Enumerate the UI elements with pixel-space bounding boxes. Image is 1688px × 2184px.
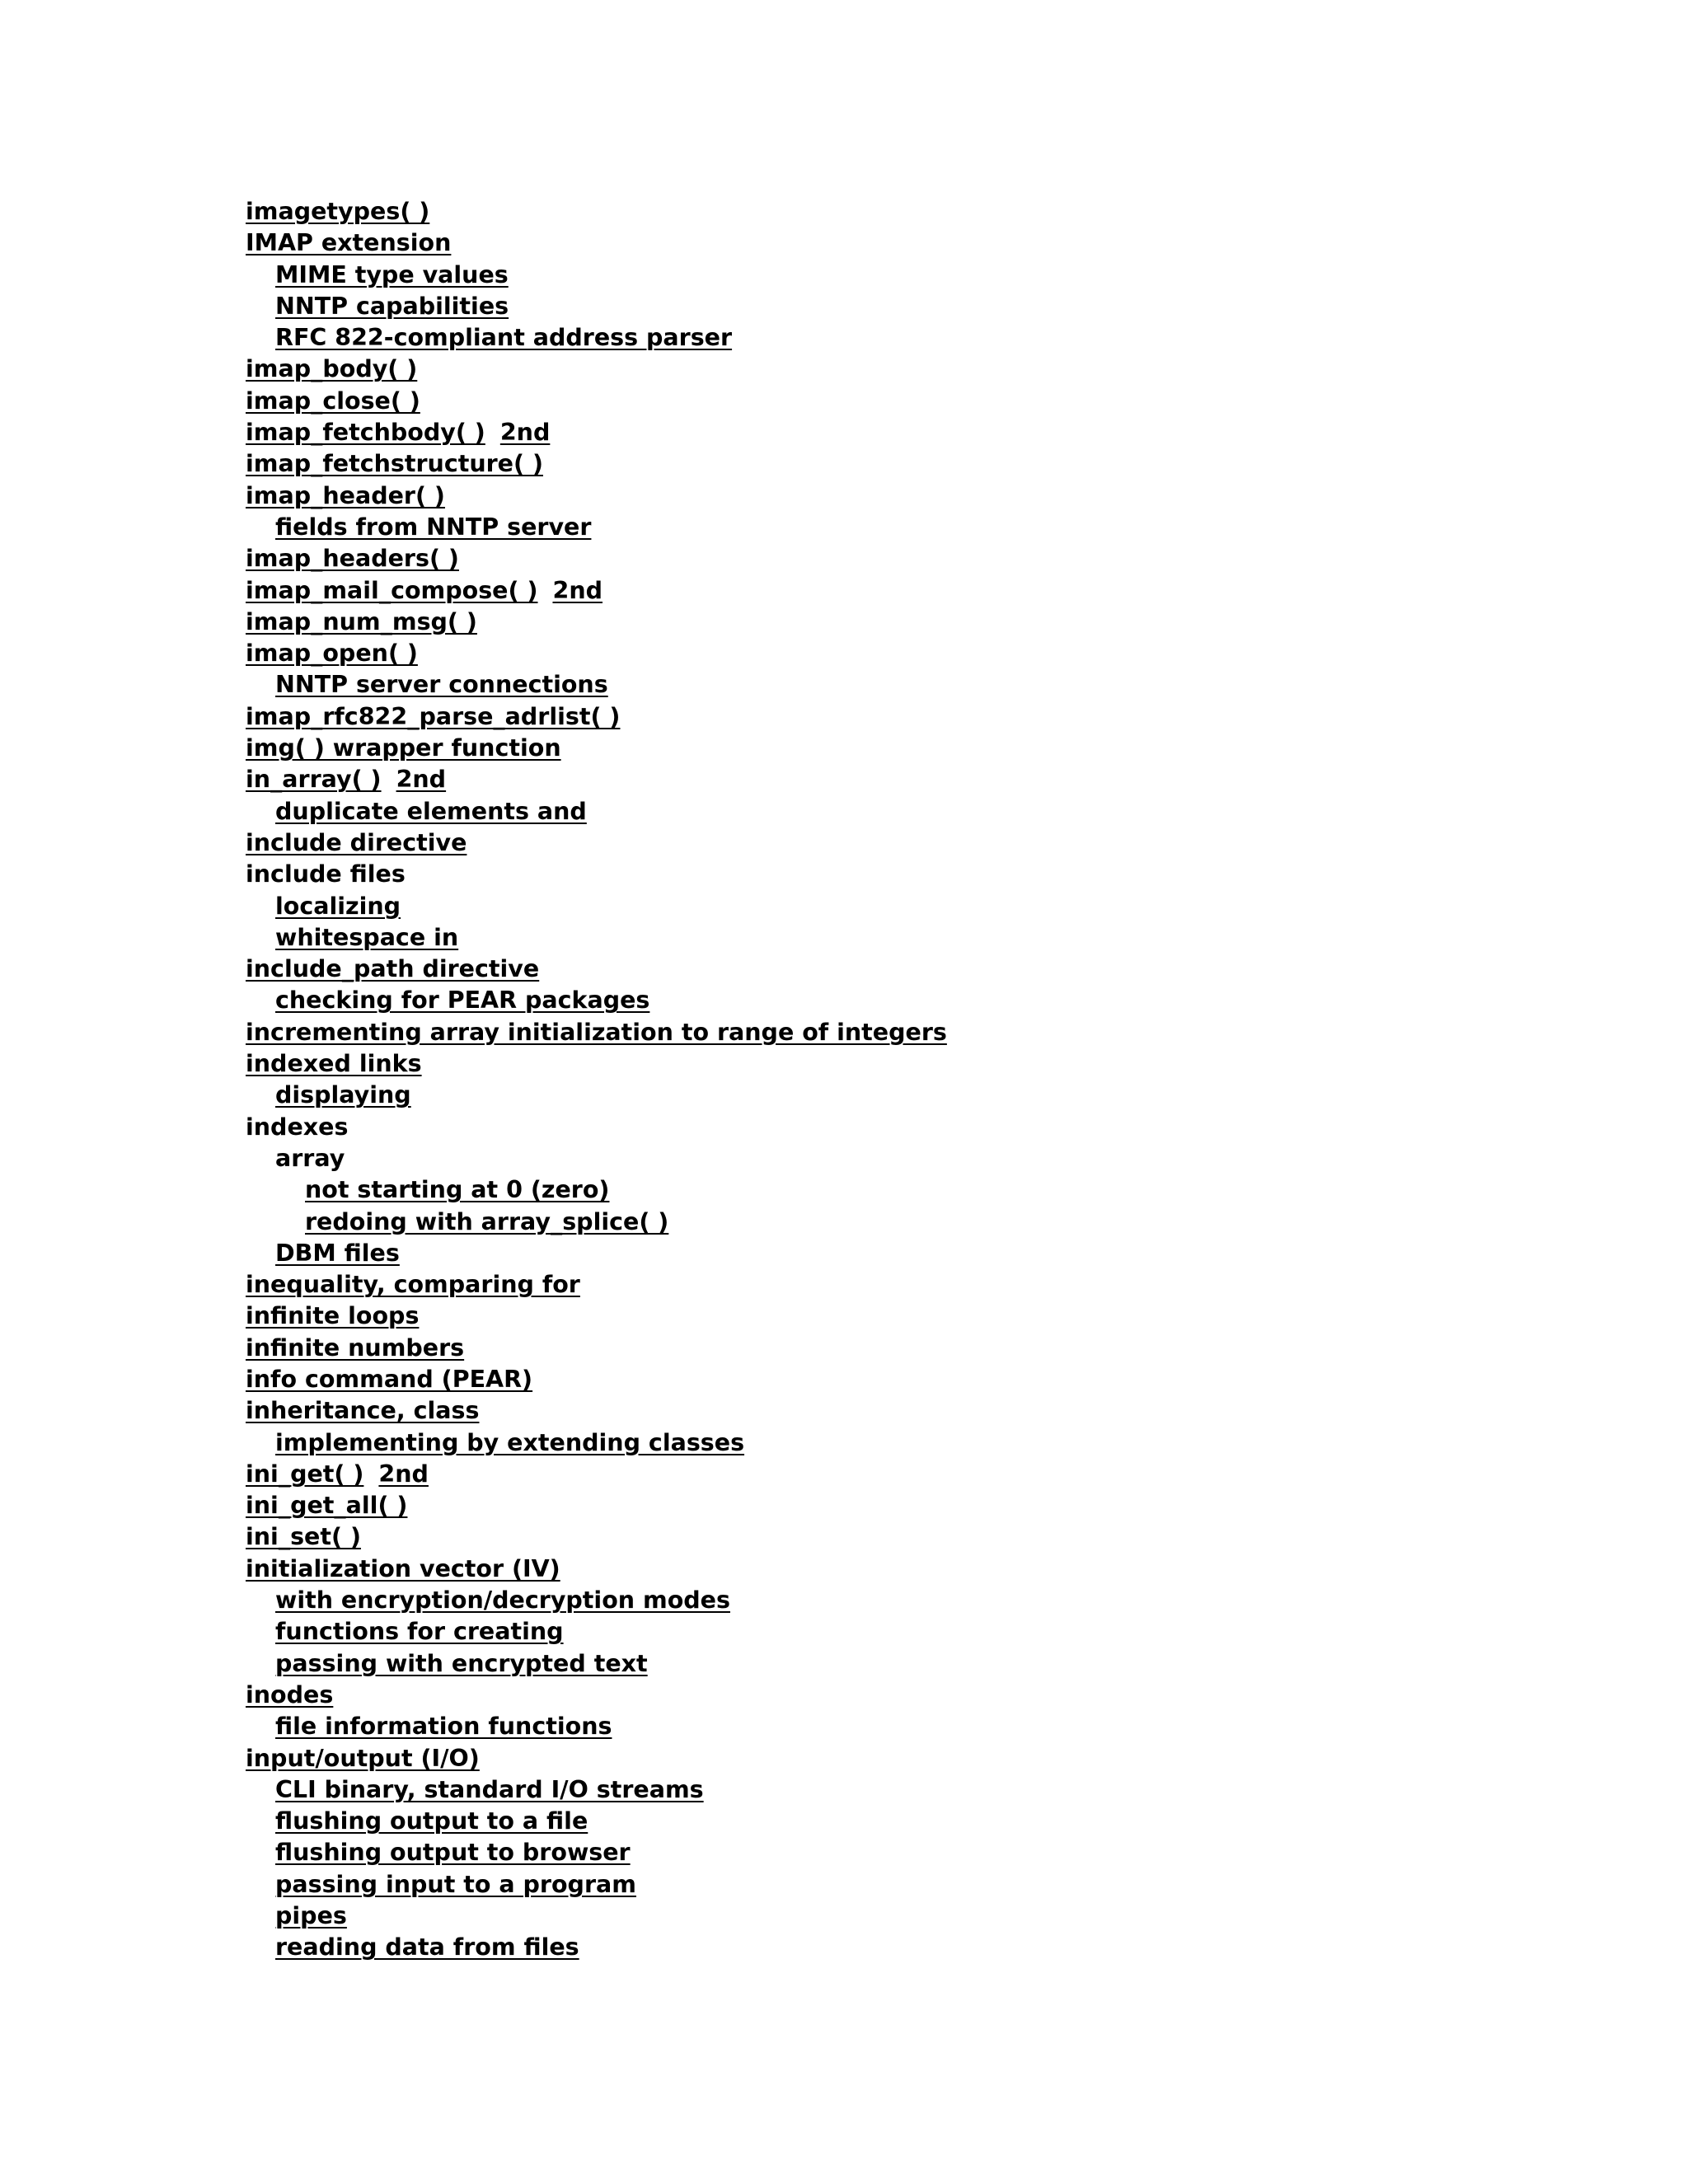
index-entry	[246, 922, 1647, 954]
index-entry-link[interactable]: info command (PEAR)	[246, 1365, 533, 1393]
index-entry	[246, 291, 1647, 322]
index-page	[246, 196, 1647, 1964]
index-entry	[246, 701, 1647, 733]
index-entry-link[interactable]: pipes	[275, 1902, 347, 1930]
index-entry	[246, 733, 1647, 764]
index-entry	[246, 1743, 1647, 1774]
index-entry-link[interactable]: fields from NNTP server	[275, 513, 592, 541]
index-entry-link[interactable]: whitespace in	[275, 923, 459, 951]
index-entry	[246, 1837, 1647, 1868]
index-entry-link[interactable]: img( ) wrapper function	[246, 734, 561, 762]
index-entry-link[interactable]: DBM files	[275, 1239, 400, 1267]
index-entry	[246, 1207, 1647, 1238]
index-entry	[246, 1869, 1647, 1900]
index-entry	[246, 1648, 1647, 1680]
index-entry-link[interactable]: input/output (I/O)	[246, 1744, 480, 1772]
index-entry	[246, 1774, 1647, 1806]
index-entry-link[interactable]: CLI binary, standard I/O streams	[275, 1775, 704, 1803]
index-entry	[246, 1554, 1647, 1585]
index-entry	[246, 1333, 1647, 1364]
index-entry-link[interactable]: initialization vector (IV)	[246, 1554, 560, 1582]
index-entry	[246, 1680, 1647, 1711]
index-entry	[246, 1017, 1647, 1048]
index-entry	[246, 227, 1647, 259]
index-entry	[246, 669, 1647, 701]
index-entry-link[interactable]: in_array( )	[246, 766, 382, 794]
index-entry	[246, 607, 1647, 638]
index-entry	[246, 1048, 1647, 1080]
index-entry	[246, 1395, 1647, 1427]
index-entry-link[interactable]: imap_fetchstructure( )	[246, 450, 543, 478]
index-entry-heading: include files	[246, 860, 406, 888]
index-entry	[246, 260, 1647, 291]
index-entry	[246, 1459, 1647, 1490]
index-entry-link[interactable]: include_path directive	[246, 955, 540, 983]
index-entry-link[interactable]: flushing output to browser	[275, 1839, 631, 1867]
index-entry	[246, 1616, 1647, 1647]
index-entry-link[interactable]: NNTP capabilities	[275, 292, 509, 320]
index-entry	[246, 575, 1647, 607]
index-entry	[246, 1174, 1647, 1206]
index-entry-link[interactable]: with encryption/decryption modes	[275, 1586, 730, 1615]
index-entry	[246, 1238, 1647, 1269]
index-entry	[246, 638, 1647, 669]
index-entry-link[interactable]: imap_headers( )	[246, 545, 459, 573]
index-entry-ref-link[interactable]: 2nd	[552, 576, 603, 604]
index-entry	[246, 1932, 1647, 1963]
index-entry-link[interactable]: displaying	[275, 1081, 411, 1109]
index-entry-link[interactable]: ini_set( )	[246, 1523, 361, 1551]
index-entry-link[interactable]: passing input to a program	[275, 1870, 636, 1898]
index-entry	[246, 1364, 1647, 1395]
index-entry-link[interactable]: implementing by extending classes	[275, 1428, 745, 1456]
index-entry	[246, 1585, 1647, 1616]
index-entry	[246, 1427, 1647, 1459]
index-entry-link[interactable]: functions for creating	[275, 1618, 564, 1646]
index-entry-link[interactable]: ini_get_all( )	[246, 1492, 408, 1520]
index-entry	[246, 859, 1647, 890]
index-entry-link[interactable]: file information functions	[275, 1713, 612, 1741]
index-entry	[246, 386, 1647, 417]
index-entry-link[interactable]: passing with encrypted text	[275, 1649, 648, 1677]
index-entry-link[interactable]: MIME type values	[275, 260, 509, 288]
index-entry-link[interactable]: imap_header( )	[246, 481, 445, 509]
index-entry	[246, 1806, 1647, 1837]
index-entry	[246, 417, 1647, 448]
index-entry-link[interactable]: inequality, comparing for	[246, 1271, 580, 1299]
index-entry-link[interactable]: incrementing array initialization to range of integers	[246, 1018, 947, 1046]
index-entry	[246, 354, 1647, 385]
index-entry-link[interactable]: localizing	[275, 892, 401, 920]
index-entry	[246, 1143, 1647, 1174]
index-entry-ref-link[interactable]: 2nd	[378, 1460, 429, 1488]
index-entry	[246, 196, 1647, 227]
index-entry	[246, 1900, 1647, 1932]
index-entry	[246, 827, 1647, 859]
index-entry-ref-link[interactable]: 2nd	[396, 766, 447, 794]
index-entry-link[interactable]: indexed links	[246, 1050, 422, 1078]
index-entry-link[interactable]: infinite loops	[246, 1302, 420, 1330]
index-entry-link[interactable]: imap_rfc822_parse_adrlist( )	[246, 702, 621, 730]
index-entry-link[interactable]: duplicate elements and	[275, 797, 587, 825]
index-entry-link[interactable]: reading data from files	[275, 1933, 579, 1961]
index-entry-link[interactable]: checking for PEAR packages	[275, 987, 650, 1015]
index-entry-link[interactable]: imap_close( )	[246, 387, 420, 415]
index-entry	[246, 1490, 1647, 1521]
index-entry	[246, 480, 1647, 512]
index-entry	[246, 764, 1647, 795]
index-entry	[246, 1112, 1647, 1143]
index-entry-link[interactable]: flushing output to a file	[275, 1807, 588, 1835]
index-entry-link[interactable]: imap_open( )	[246, 640, 418, 668]
index-entry	[246, 512, 1647, 543]
index-entry	[246, 1521, 1647, 1553]
index-entry	[246, 448, 1647, 480]
index-entry-heading: indexes	[246, 1113, 349, 1141]
index-entry	[246, 322, 1647, 354]
index-entry-link[interactable]: imap_fetchbody( )	[246, 419, 485, 447]
index-entry	[246, 954, 1647, 985]
index-entry-ref-link[interactable]: 2nd	[499, 419, 551, 447]
index-entry	[246, 1711, 1647, 1742]
index-entry	[246, 543, 1647, 574]
index-entry	[246, 1080, 1647, 1111]
index-entry-heading: array	[275, 1144, 345, 1172]
index-entry	[246, 796, 1647, 827]
index-entry-link[interactable]: imap_num_msg( )	[246, 607, 477, 635]
index-entry-link[interactable]: include directive	[246, 828, 467, 856]
index-entry	[246, 985, 1647, 1016]
index-entry-link[interactable]: IMAP extension	[246, 229, 452, 257]
index-entry	[246, 1301, 1647, 1332]
index-entry-link[interactable]: redoing with array_splice( )	[305, 1207, 669, 1235]
index-entry-link[interactable]: inodes	[246, 1680, 334, 1708]
index-entry-link[interactable]: infinite numbers	[246, 1333, 465, 1361]
index-entry-link[interactable]: imap_mail_compose( )	[246, 576, 538, 604]
index-entry-link[interactable]: RFC 822-compliant address parser	[275, 324, 733, 352]
index-entry-link[interactable]: inheritance, class	[246, 1397, 480, 1425]
index-entry-link[interactable]: not starting at 0 (zero)	[305, 1176, 610, 1204]
index-entry-link[interactable]: NNTP server connections	[275, 671, 608, 699]
index-entry-link[interactable]: ini_get( )	[246, 1460, 364, 1488]
index-entry	[246, 1269, 1647, 1301]
index-entry-link[interactable]: imagetypes( )	[246, 198, 430, 225]
index-entry	[246, 891, 1647, 922]
index-entry-link[interactable]: imap_body( )	[246, 355, 418, 383]
